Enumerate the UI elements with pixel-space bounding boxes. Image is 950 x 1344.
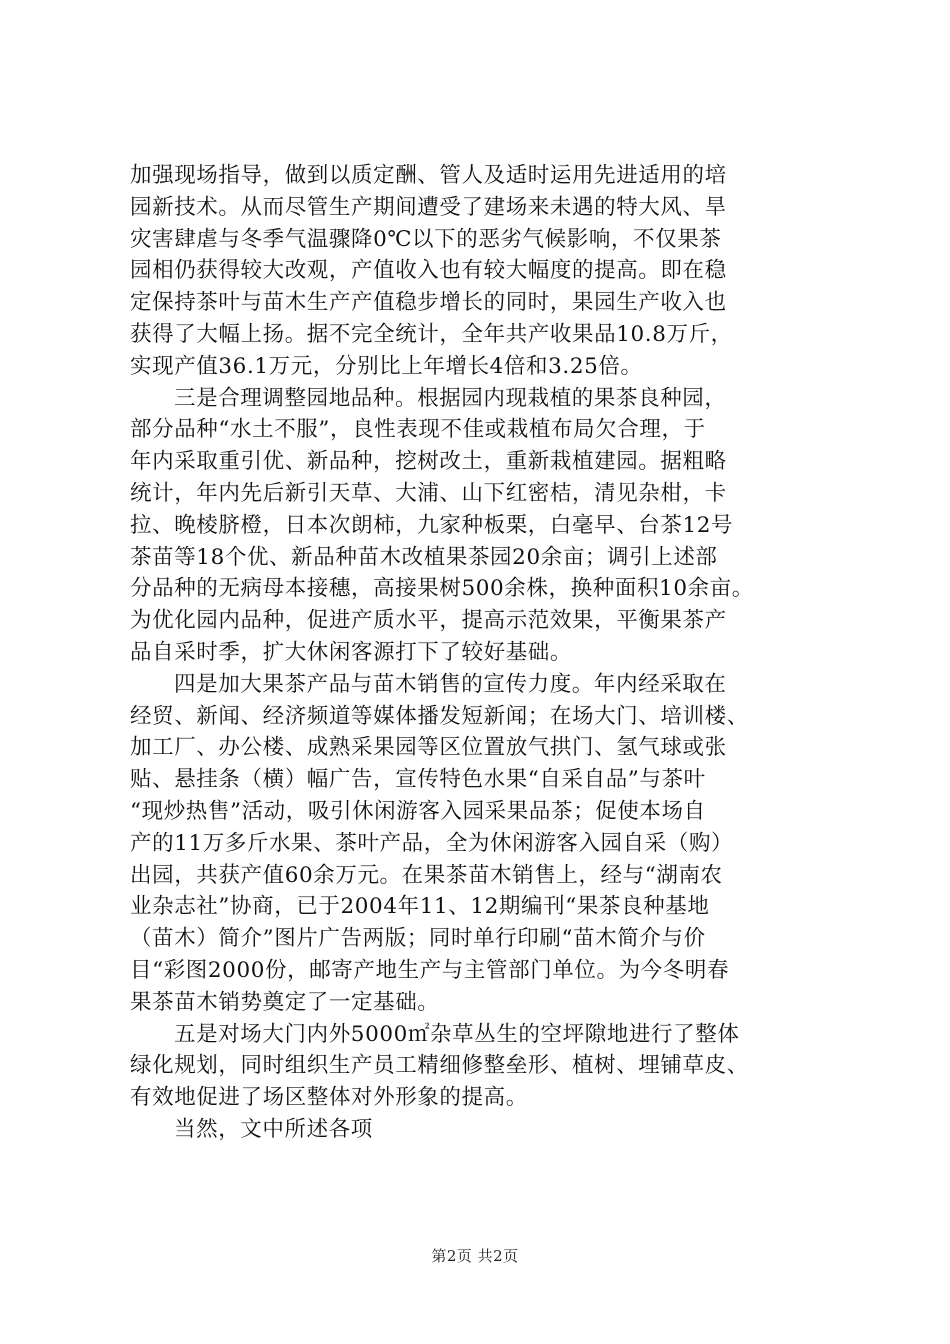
text-line: 实现产值36.1万元，分别比上年增长4倍和3.25倍。 <box>130 353 643 379</box>
text-line: 统计，年内先后新引天草、大浦、山下红密桔，清见杂柑，卡 <box>130 480 727 506</box>
text-line: 经贸、新闻、经济频道等媒体播发短新闻；在场大门、培训楼、 <box>130 703 749 729</box>
text-line: “现炒热售”活动，吸引休闲游客入园采果品茶；促使本场自 <box>130 798 706 824</box>
text-line: 灾害肆虐与冬季气温骤降0℃以下的恶劣气候影响，不仅果茶 <box>130 226 722 252</box>
text-line: 有效地促进了场区整体对外形象的提高。 <box>130 1085 528 1111</box>
text-line: 四是加大果茶产品与苗木销售的宣传力度。年内经采取在 <box>174 671 727 697</box>
text-line: 年内采取重引优、新品种，挖树改土，重新栽植建园。据粗略 <box>130 449 727 475</box>
text-line: 加强现场指导，做到以质定酬、管人及适时运用先进适用的培 <box>130 163 727 188</box>
text-line: 出园，共获产值60余万元。在果茶苗木销售上，经与“湖南农 <box>130 862 723 888</box>
text-line: 果茶苗木销势奠定了一定基础。 <box>130 989 440 1015</box>
text-line: 绿化规划，同时组织生产员工精细修整垒形、植树、埋铺草皮、 <box>130 1053 749 1079</box>
text-line: 五是对场大门内外5000㎡杂草丛生的空坪隙地进行了整体 <box>174 1021 740 1047</box>
text-line: 品自采时季，扩大休闲客源打下了较好基础。 <box>130 639 573 665</box>
text-line: 三是合理调整园地品种。根据园内现栽植的果茶良种园， <box>174 385 727 411</box>
text-line: 定保持茶叶与苗木生产产值稳步增长的同时，果园生产收入也 <box>130 290 727 316</box>
text-line: 获得了大幅上扬。据不完全统计，全年共产收果品10.8万斤， <box>130 321 733 347</box>
page-footer: 第2页 共2页 <box>431 1247 519 1265</box>
text-line: （苗木）简介”图片广告两版；同时单行印刷“苗木简介与价 <box>130 926 706 952</box>
document-body <box>130 160 830 1146</box>
text-line: 分品种的无病母本接穗，高接果树500余株，换种面积10余亩。 <box>130 576 754 602</box>
text-line: 拉、晚棱脐橙，日本次朗柿，九家种板栗，白毫早、台茶12号 <box>130 512 734 538</box>
text-line: 为优化园内品种，促进产质水平，提高示范效果，平衡果茶产 <box>130 608 727 634</box>
text-line: 贴、悬挂条（横）幅广告，宣传特色水果“自采自品”与茶叶 <box>130 767 706 793</box>
text-line: 当然，文中所述各项 <box>174 1116 373 1142</box>
text-line: 加工厂、办公楼、成熟采果园等区位置放气拱门、氢气球或张 <box>130 735 727 761</box>
text-line: 产的11万多斤水果、茶叶产品，全为休闲游客入园自采（购） <box>130 830 734 856</box>
text-line: 目“彩图2000份，邮寄产地生产与主管部门单位。为今冬明春 <box>130 957 730 983</box>
text-line: 茶苗等18个优、新品种苗木改植果茶园20余亩；调引上述部 <box>130 544 718 570</box>
text-line: 部分品种“水土不服”，良性表现不佳或栽植布局欠合理，于 <box>130 417 706 443</box>
text-line: 园新技术。从而尽管生产期间遭受了建场来未遇的特大风、旱 <box>130 194 727 220</box>
text-line: 业杂志社”协商，已于2004年11、12期编刊“果茶良种基地 <box>130 894 710 920</box>
text-line: 园相仍获得较大改观，产值收入也有较大幅度的提高。即在稳 <box>130 258 727 284</box>
